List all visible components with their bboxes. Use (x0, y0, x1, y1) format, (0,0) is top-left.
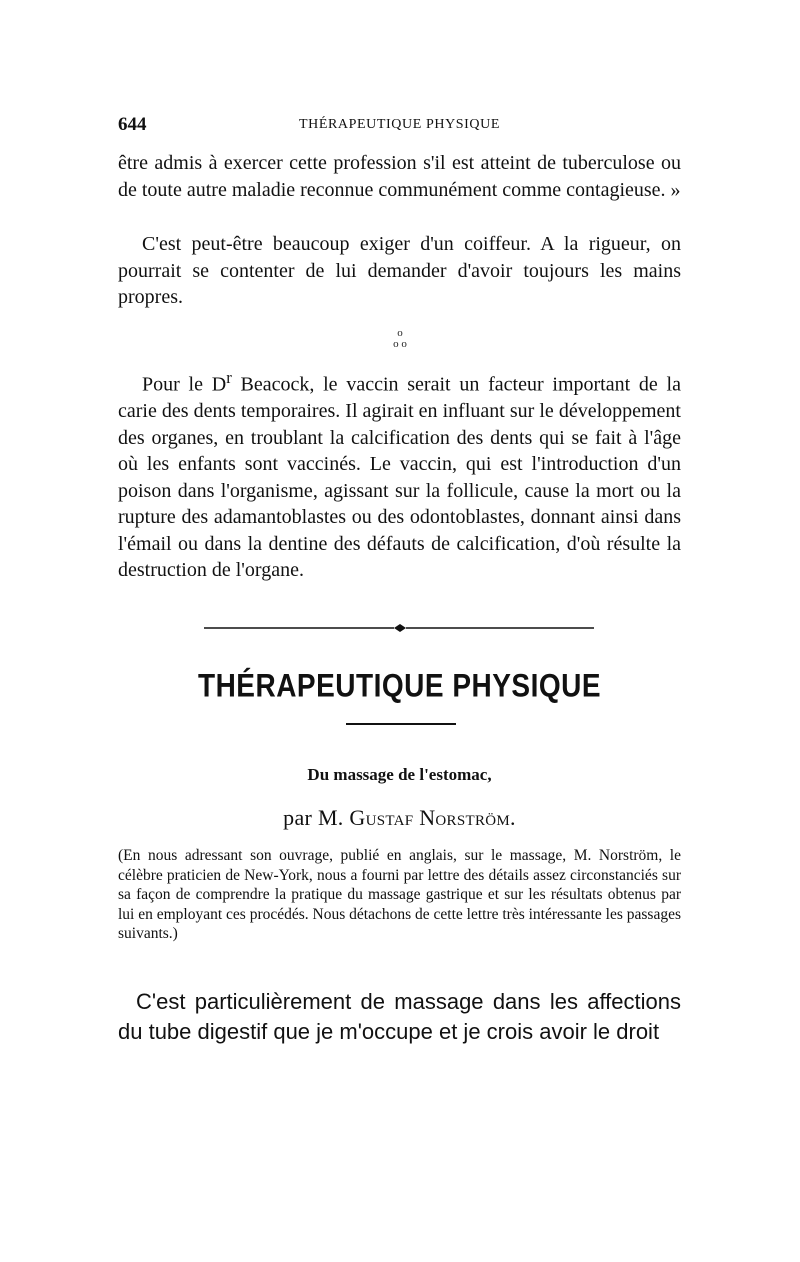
paragraph-text: C'est peut-être beaucoup exiger d'un coiffeur. A la rigueur, on pourrait se contenter de lui demander d'avoir toujours les mains propres. (118, 233, 681, 308)
paragraph-text: être admis à exercer cette profession s'il est atteint de tuberculose ou de toute autre maladie reconnue communément comme contagieuse. » (118, 152, 681, 201)
paragraph-continuation (118, 150, 681, 203)
article-author (118, 805, 681, 831)
asterism-bottom: o o (393, 338, 407, 350)
divider-diamond (394, 624, 406, 632)
article-opening: C'est particulièrement de massage dans les affections du tube digestif que je m'occupe et je crois avoir le droit (118, 989, 681, 1044)
author-name: Gustaf Norström. (349, 805, 516, 830)
paragraph-text (118, 365, 681, 584)
paragraph-text-rest: Beacock, le vaccin serait un facteur important de la carie des dents temporaires. Il agirait en influant sur le développement des organes, en troublant la calcification des dents qui se fait à l'âge où les enfants sont vaccinés. Le vaccin, qui est l'introduction d'un poison dans l'organisme, agissant sur la follicule, cause la mort ou la rupture des adamantoblastes ou des odontoblastes, donnant ainsi dans l'émail ou dans la dentine des défauts de calcification, d'où résulte la destruction de l'organe. (118, 373, 681, 582)
superscript-abbreviation: r (226, 368, 232, 387)
ornamental-divider (204, 622, 594, 634)
article-title: Du massage de l'estomac, (307, 765, 492, 784)
paragraph-text-start: Pour le D (142, 373, 227, 396)
paragraph-beacock (118, 365, 681, 584)
author-prefix: par M. (283, 805, 344, 830)
paragraph-coiffeur (118, 231, 681, 311)
running-title: THÉRAPEUTIQUE PHYSIQUE (298, 117, 501, 132)
page-header (118, 114, 681, 138)
section-title: THÉRAPEUTIQUE PHYSIQUE (197, 667, 602, 704)
title-rule (346, 723, 456, 725)
editor-note: (En nous adressant son ouvrage, publié en anglais, sur le massage, M. Norström, le célèbre praticien de New-York, nous a fourni par lettre des détails assez circonstanciés sur sa façon de comprendre la pratique du massage gastrique et sur les résultats obtenus par lui en employant ces procédés. Nous détachons de cette lettre très intéressante les passages suivants.) (118, 847, 681, 942)
asterism-top: o (397, 327, 403, 339)
asterism-separator (380, 328, 420, 358)
page-number: 644 (118, 114, 147, 135)
